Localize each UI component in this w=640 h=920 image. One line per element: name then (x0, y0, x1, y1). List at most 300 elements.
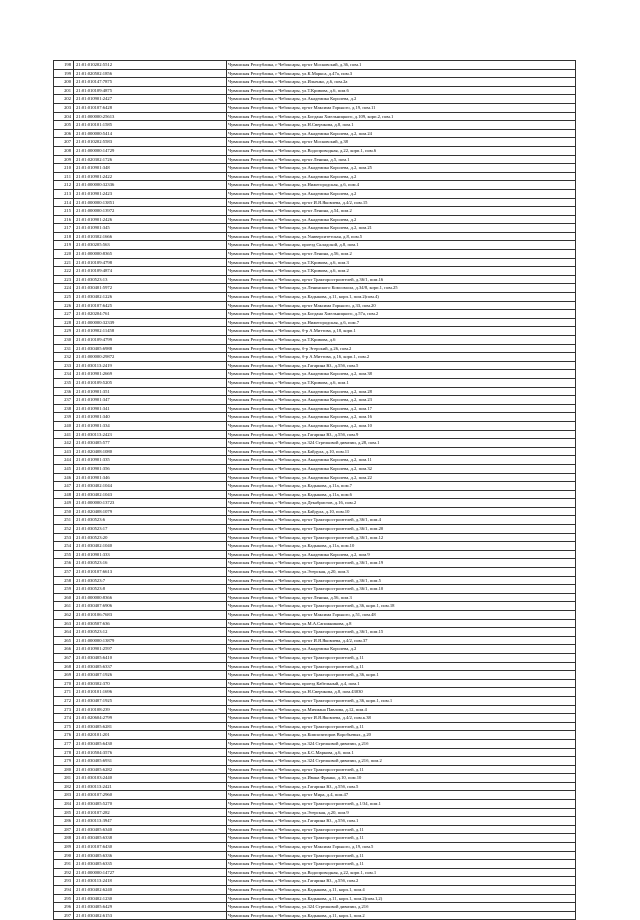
row-number-cell: 214 (54, 198, 74, 207)
row-number-cell: 221 (54, 258, 74, 267)
address-cell: Чувашская Республика, г Чебоксары, ул.Академика Королева, д.2 (227, 95, 576, 104)
address-cell: Чувашская Республика, г Чебоксары, ул.Богдана Хмельницкого, д.57а, пом.2 (227, 310, 576, 319)
cadastral-number-cell: 21:01:010101:1585 (74, 121, 227, 130)
table-row (54, 293, 576, 302)
cadastral-number-cell: 21:01:010901:2427 (74, 95, 227, 104)
table-row (54, 473, 576, 482)
address-cell: Чувашская Республика, г Чебоксары, б-р А.Миттова, д.18, корп.1 (227, 327, 576, 336)
row-number-cell: 256 (54, 559, 74, 568)
table-row (54, 868, 576, 877)
row-number-cell: 230 (54, 336, 74, 345)
row-number-cell: 276 (54, 731, 74, 740)
cadastral-number-cell: 21:01:000000:13851 (74, 198, 227, 207)
cadastral-number-cell: 21:01:000000:13972 (74, 207, 227, 216)
row-number-cell: 222 (54, 267, 74, 276)
row-number-cell: 258 (54, 576, 74, 585)
address-cell: Чувашская Республика, г Чебоксары, ул.Академика Королева, д.2, пом.22 (227, 473, 576, 482)
row-number-cell: 215 (54, 207, 74, 216)
row-number-cell: 234 (54, 370, 74, 379)
table-row (54, 396, 576, 405)
cadastral-number-cell: 21:01:030523:8 (74, 585, 227, 594)
table-row (54, 619, 576, 628)
address-cell: Чувашская Республика, г Чебоксары, ул.Т.Кривова, д.6, пом.6 (227, 86, 576, 95)
cadastral-number-cell: 21:01:020302:1726 (74, 155, 227, 164)
address-cell: Чувашская Республика, г Чебоксары, ул.Т.Кривова, д.6, пом.3 (227, 258, 576, 267)
cadastral-number-cell: 21:01:000000:8365 (74, 250, 227, 259)
table-row (54, 782, 576, 791)
address-cell: Чувашская Республика, г Чебоксары, ул.Байдула, д.10, пом.10 (227, 507, 576, 516)
cadastral-number-cell: 21:01:000000:13723 (74, 499, 227, 508)
table-row (54, 318, 576, 327)
row-number-cell: 202 (54, 95, 74, 104)
table-row (54, 232, 576, 241)
table-row (54, 275, 576, 284)
table-row (54, 112, 576, 121)
address-cell: Чувашская Республика, г Чебоксары, проезд Кабельный, д.4, пом.1 (227, 679, 576, 688)
property-table-body (54, 61, 576, 920)
cadastral-number-cell: 21:01:030523:6 (74, 516, 227, 525)
address-cell: Чувашская Республика, г Чебоксары, ул.Кадыкова, д.11, корп.1, пом.4 (227, 886, 576, 895)
row-number-cell: 243 (54, 447, 74, 456)
table-row (54, 344, 576, 353)
address-cell: Чувашская Республика, г Чебоксары, пр-кт Тракторостроителей, д.36/1, пом.16 (227, 275, 576, 284)
address-cell: Чувашская Республика, г Чебоксары, пр-кт Тракторостроителей, д.11 (227, 825, 576, 834)
row-number-cell: 245 (54, 464, 74, 473)
address-cell: Чувашская Республика, г Чебоксары, ул.Композиторов Воробьевых, д.20 (227, 731, 576, 740)
address-cell: Чувашская Республика, г Чебоксары, ул.Академика Королева, д.2, пом.17 (227, 404, 576, 413)
cadastral-number-cell: 21:01:020502:1856 (74, 69, 227, 78)
row-number-cell: 294 (54, 886, 74, 895)
address-cell: Чувашская Республика, г Чебоксары, пр-кт Тракторостроителей, д.36, корп.1 (227, 671, 576, 680)
cadastral-number-cell: 21:01:010109:5205 (74, 378, 227, 387)
row-number-cell: 237 (54, 396, 74, 405)
cadastral-number-cell: 21:01:010504:3576 (74, 748, 227, 757)
cadastral-number-cell: 21:01:030113:2423 (74, 430, 227, 439)
row-number-cell: 270 (54, 679, 74, 688)
address-cell: Чувашская Республика, г Чебоксары, ул.Кадыкова, д.11а, пом.10 (227, 542, 576, 551)
row-number-cell: 264 (54, 628, 74, 637)
cadastral-number-cell: 21:01:010107:6425 (74, 301, 227, 310)
address-cell: Чувашская Республика, г Чебоксары, ул.Байдула, д.10, пом.11 (227, 447, 576, 456)
cadastral-number-cell: 21:01:010202:5512 (74, 61, 227, 70)
address-cell: Чувашская Республика, г Чебоксары, ул.Академика Королева, д.2 (227, 172, 576, 181)
row-number-cell: 288 (54, 834, 74, 843)
table-row (54, 800, 576, 809)
row-number-cell: 224 (54, 284, 74, 293)
cadastral-number-cell: 21:01:030113:3947 (74, 817, 227, 826)
address-cell: Чувашская Республика, г Чебоксары, ул.Кадыкова, д.11а, пом.6 (227, 490, 576, 499)
row-number-cell: 205 (54, 121, 74, 130)
row-number-cell: 272 (54, 696, 74, 705)
address-cell: Чувашская Республика, г Чебоксары, ул.Академика Королева, д.2, пом.16 (227, 413, 576, 422)
table-row (54, 439, 576, 448)
address-cell: Чувашская Республика, г Чебоксары, ул.Гагарина Ю., д.55б, пом.5 (227, 782, 576, 791)
row-number-cell: 210 (54, 164, 74, 173)
row-number-cell: 244 (54, 456, 74, 465)
row-number-cell: 284 (54, 800, 74, 809)
table-row (54, 250, 576, 259)
row-number-cell: 275 (54, 722, 74, 731)
table-row (54, 602, 576, 611)
address-cell: Чувашская Республика, г Чебоксары, ул.Декабристов, д.16, пом.2 (227, 499, 576, 508)
table-row (54, 86, 576, 95)
table-row (54, 370, 576, 379)
table-row (54, 164, 576, 173)
cadastral-number-cell: 21:01:010109:4874 (74, 267, 227, 276)
table-row (54, 851, 576, 860)
table-row (54, 224, 576, 233)
cadastral-number-cell: 21:01:030405:6337 (74, 662, 227, 671)
table-row (54, 696, 576, 705)
table-row (54, 95, 576, 104)
row-number-cell: 260 (54, 593, 74, 602)
cadastral-number-cell: 21:01:010107:6613 (74, 568, 227, 577)
cadastral-number-cell: 21:01:030205:563 (74, 241, 227, 250)
cadastral-number-cell: 21:01:010901:346 (74, 473, 227, 482)
address-cell: Чувашская Республика, г Чебоксары, ул.Кадыкова, д.11, корп.1, пом.2 (227, 911, 576, 920)
row-number-cell: 273 (54, 705, 74, 714)
address-cell: Чувашская Республика, г Чебоксары, ул.Ленинского Комсомола, д.34/8, корп.1, пом.25 (227, 284, 576, 293)
table-row (54, 653, 576, 662)
address-cell: Чувашская Республика, г Чебоксары, пр-кт Ленина, д.56, пом.2 (227, 250, 576, 259)
row-number-cell: 287 (54, 825, 74, 834)
address-cell: Чувашская Республика, г Чебоксары, пр-кт Тракторостроителей, д.11 (227, 860, 576, 869)
address-cell: Чувашская Республика, г Чебоксары, ул.Эгерская, д.20, пом.3 (227, 568, 576, 577)
row-number-cell: 201 (54, 86, 74, 95)
row-number-cell: 291 (54, 860, 74, 869)
cadastral-number-cell: 21:01:010107:6430 (74, 843, 227, 852)
cadastral-number-cell: 21:01:030402:6153 (74, 911, 227, 920)
row-number-cell: 289 (54, 843, 74, 852)
row-number-cell: 207 (54, 138, 74, 147)
address-cell: Чувашская Республика, г Чебоксары, пр-кт Максима Горького, д.51, пом.48 (227, 611, 576, 620)
row-number-cell: 219 (54, 241, 74, 250)
cadastral-number-cell: 21:01:030405:6988 (74, 344, 227, 353)
table-row (54, 817, 576, 826)
address-cell: Чувашская Республика, г Чебоксары, ул.Академика Королева, д.2, пом.21 (227, 224, 576, 233)
address-cell: Чувашская Республика, г Чебоксары, пр-кт Ленина, д.56, пом.3 (227, 593, 576, 602)
table-row (54, 516, 576, 525)
row-number-cell: 296 (54, 903, 74, 912)
cadastral-number-cell: 21:01:030523:20 (74, 533, 227, 542)
table-row (54, 103, 576, 112)
row-number-cell: 246 (54, 473, 74, 482)
address-cell: Чувашская Республика, г Чебоксары, ул.Академика Королева, д.2, пом.11 (227, 456, 576, 465)
address-cell: Чувашская Республика, г Чебоксары, пр-кт Московский, д.36, пом.1 (227, 61, 576, 70)
cadastral-number-cell: 21:01:000000:5414 (74, 129, 227, 138)
row-number-cell: 209 (54, 155, 74, 164)
address-cell: Чувашская Республика, г Чебоксары, ул.М.А.Сапожникова, д.8 (227, 619, 576, 628)
row-number-cell: 220 (54, 250, 74, 259)
table-row (54, 739, 576, 748)
address-cell: Чувашская Республика, г Чебоксары, пр-кт Тракторостроителей, д.1/34, пом.1 (227, 800, 576, 809)
cadastral-number-cell: 21:01:030402:6240 (74, 886, 227, 895)
row-number-cell: 213 (54, 189, 74, 198)
address-cell: Чувашская Республика, г Чебоксары, пр-кт Мира, д.4, пом.47 (227, 791, 576, 800)
table-row (54, 628, 576, 637)
cadastral-number-cell: 21:01:030405:6281 (74, 722, 227, 731)
address-cell: Чувашская Республика, г Чебоксары, пр-кт Тракторостроителей, д.11 (227, 653, 576, 662)
table-row (54, 353, 576, 362)
cadastral-number-cell: 21:01:010302:1666 (74, 232, 227, 241)
row-number-cell: 242 (54, 439, 74, 448)
table-row (54, 146, 576, 155)
address-cell: Чувашская Республика, г Чебоксары, пр-кт Максима Горького, д.33, пом.20 (227, 301, 576, 310)
address-cell: Чувашская Республика, г Чебоксары, ул.Кадыкова, д.11, корп.1, пом.2(пом.4) (227, 293, 576, 302)
cadastral-number-cell: 21:01:000000:13879 (74, 636, 227, 645)
cadastral-number-cell: 21:01:010901:333 (74, 550, 227, 559)
table-row (54, 688, 576, 697)
cadastral-number-cell: 21:01:030523:12 (74, 628, 227, 637)
table-row (54, 911, 576, 920)
table-row (54, 413, 576, 422)
row-number-cell: 238 (54, 404, 74, 413)
table-row (54, 301, 576, 310)
cadastral-number-cell: 21:01:010109:4798 (74, 258, 227, 267)
table-row (54, 447, 576, 456)
row-number-cell: 254 (54, 542, 74, 551)
row-number-cell: 268 (54, 662, 74, 671)
table-row (54, 69, 576, 78)
address-cell: Чувашская Республика, г Чебоксары, пр-кт Ленина, д.5, пом.1 (227, 155, 576, 164)
address-cell: Чувашская Республика, г Чебоксары, пр-кт И.Я.Яковлева, д.4/2, пом.15 (227, 198, 576, 207)
address-cell: Чувашская Республика, г Чебоксары, ул.Академика Королева, д.2, пом.38 (227, 370, 576, 379)
cadastral-number-cell: 21:01:010901:351 (74, 387, 227, 396)
address-cell: Чувашская Республика, г Чебоксары, пр-кт Московский, д.38 (227, 138, 576, 147)
row-number-cell: 257 (54, 568, 74, 577)
row-number-cell: 251 (54, 516, 74, 525)
address-cell: Чувашская Республика, г Чебоксары, пр-кт Максима Горького, д.19, пом.5 (227, 843, 576, 852)
cadastral-number-cell: 21:01:010901:334 (74, 421, 227, 430)
address-cell: Чувашская Республика, г Чебоксары, пр-кт Тракторостроителей, д.36/1, пом.4 (227, 516, 576, 525)
cadastral-number-cell: 21:01:010901:345 (74, 224, 227, 233)
row-number-cell: 297 (54, 911, 74, 920)
table-row (54, 714, 576, 723)
address-cell: Чувашская Республика, г Чебоксары, ул.Гагарина Ю., д.55б, пом.1 (227, 817, 576, 826)
cadastral-number-cell: 21:01:000000:25613 (74, 112, 227, 121)
cadastral-number-cell: 21:01:010901:335 (74, 456, 227, 465)
table-row (54, 542, 576, 551)
row-number-cell: 263 (54, 619, 74, 628)
cadastral-number-cell: 21:01:020101:201 (74, 731, 227, 740)
cadastral-number-cell: 21:01:030407:1925 (74, 696, 227, 705)
cadastral-number-cell: 21:01:010109:4875 (74, 86, 227, 95)
row-number-cell: 235 (54, 378, 74, 387)
table-row (54, 387, 576, 396)
table-row (54, 129, 576, 138)
cadastral-number-cell: 21:01:030113:2418 (74, 877, 227, 886)
table-row (54, 568, 576, 577)
cadastral-number-cell: 21:01:020408:1079 (74, 507, 227, 516)
cadastral-number-cell: 21:01:010147:7875 (74, 78, 227, 87)
row-number-cell: 280 (54, 765, 74, 774)
row-number-cell: 281 (54, 774, 74, 783)
row-number-cell: 285 (54, 808, 74, 817)
address-cell: Чувашская Республика, г Чебоксары, ул.Академика Королева, д.2, пом.23 (227, 396, 576, 405)
cadastral-number-cell: 21:01:010901:347 (74, 396, 227, 405)
address-cell: Чувашская Республика, г Чебоксары, пр-кт Тракторостроителей, д.36/1, пом.5 (227, 576, 576, 585)
table-row (54, 533, 576, 542)
row-number-cell: 295 (54, 894, 74, 903)
address-cell: Чувашская Республика, г Чебоксары, ул.Кадыкова, д.11а, пом.7 (227, 482, 576, 491)
cadastral-number-cell: 21:01:010107:6428 (74, 103, 227, 112)
address-cell: Чувашская Республика, г Чебоксары, ул.Академика Королева, д.2, пом.24 (227, 129, 576, 138)
table-row (54, 731, 576, 740)
row-number-cell: 216 (54, 215, 74, 224)
table-row (54, 258, 576, 267)
cadastral-number-cell: 21:01:030103:2440 (74, 774, 227, 783)
row-number-cell: 293 (54, 877, 74, 886)
address-cell: Чувашская Республика, г Чебоксары, пр-кт Тракторостроителей, д.11 (227, 765, 576, 774)
table-row (54, 679, 576, 688)
table-row (54, 748, 576, 757)
table-row (54, 774, 576, 783)
table-row (54, 61, 576, 70)
address-cell: Чувашская Республика, г Чебоксары, ул.Б.С.Маркова, д.6, пом.1 (227, 748, 576, 757)
address-cell: Чувашская Республика, г Чебоксары, пр-кт И.Я.Яковлева, д.4/2, пом.37 (227, 636, 576, 645)
table-row (54, 860, 576, 869)
cadastral-number-cell: 21:01:030402:1230 (74, 894, 227, 903)
address-cell: Чувашская Республика, г Чебоксары, пр-кт Максима Горького, д.19, пом.11 (227, 103, 576, 112)
address-cell: Чувашская Республика, г Чебоксары, ул.324 Стрелковой дивизии, д.28, пом.1 (227, 439, 576, 448)
cadastral-number-cell: 21:01:030523:13 (74, 275, 227, 284)
cadastral-number-cell: 21:01:030402:1044 (74, 482, 227, 491)
address-cell: Чувашская Республика, г Чебоксары, ул.Т.Кривова, д.6, пом.1 (227, 378, 576, 387)
cadastral-number-cell: 21:01:010901:2426 (74, 215, 227, 224)
table-row (54, 671, 576, 680)
table-row (54, 267, 576, 276)
row-number-cell: 232 (54, 353, 74, 362)
table-row (54, 825, 576, 834)
cadastral-number-cell: 21:01:030113:2419 (74, 361, 227, 370)
row-number-cell: 267 (54, 653, 74, 662)
cadastral-number-cell: 21:01:010902:11458 (74, 327, 227, 336)
address-cell: Чувашская Республика, г Чебоксары, пр-кт Тракторостроителей, д.36/1, пом.12 (227, 533, 576, 542)
table-row (54, 636, 576, 645)
table-row (54, 181, 576, 190)
table-row (54, 464, 576, 473)
address-cell: Чувашская Республика, г Чебоксары, б-р А.Миттова, д.16, корп.1, пом.2 (227, 353, 576, 362)
cadastral-number-cell: 21:01:010901:2669 (74, 370, 227, 379)
address-cell: Чувашская Республика, г Чебоксары, пр-кт Тракторостроителей, д.11 (227, 834, 576, 843)
row-number-cell: 218 (54, 232, 74, 241)
row-number-cell: 277 (54, 739, 74, 748)
table-row (54, 378, 576, 387)
table-row (54, 404, 576, 413)
address-cell: Чувашская Республика, г Чебоксары, ул.Мичмана Павлова, д.12, пом.4 (227, 705, 576, 714)
cadastral-number-cell: 21:01:030405:6335 (74, 860, 227, 869)
table-row (54, 456, 576, 465)
table-row (54, 507, 576, 516)
table-row (54, 207, 576, 216)
address-cell: Чувашская Республика, г Чебоксары, пр-кт Тракторостроителей, д.36/1, пом.20 (227, 525, 576, 534)
cadastral-number-cell: 21:01:030107:2960 (74, 791, 227, 800)
table-row (54, 78, 576, 87)
row-number-cell: 274 (54, 714, 74, 723)
row-number-cell: 283 (54, 791, 74, 800)
address-cell: Чувашская Республика, г Чебоксары, ул.Академика Королева, д.2, пом.32 (227, 464, 576, 473)
cadastral-number-cell: 21:01:030401:5972 (74, 284, 227, 293)
cadastral-number-cell: 21:01:030405:5270 (74, 800, 227, 809)
address-cell: Чувашская Республика, г Чебоксары, ул.Академика Королева, д.2, пом.28 (227, 387, 576, 396)
table-row (54, 550, 576, 559)
cadastral-number-cell: 21:01:000000:32339 (74, 318, 227, 327)
table-row (54, 791, 576, 800)
table-row (54, 189, 576, 198)
address-cell: Чувашская Республика, г Чебоксары, ул.Академика Королева, д.2, пом.10 (227, 421, 576, 430)
row-number-cell: 247 (54, 482, 74, 491)
cadastral-number-cell: 21:01:030405:6931 (74, 757, 227, 766)
row-number-cell: 249 (54, 499, 74, 508)
table-row (54, 765, 576, 774)
row-number-cell: 253 (54, 533, 74, 542)
row-number-cell: 290 (54, 851, 74, 860)
table-row (54, 198, 576, 207)
address-cell: Чувашская Республика, г Чебоксары, ул.Ильенко, д.6, пом.2а (227, 78, 576, 87)
table-row (54, 645, 576, 654)
table-row (54, 430, 576, 439)
table-row (54, 499, 576, 508)
address-cell: Чувашская Республика, г Чебоксары, ул.Н.Сверчкова, д.8, пом.43030 (227, 688, 576, 697)
table-row (54, 327, 576, 336)
cadastral-number-cell: 21:01:000000:29872 (74, 353, 227, 362)
row-number-cell: 212 (54, 181, 74, 190)
address-cell: Чувашская Республика, г Чебоксары, пр-кт Тракторостроителей, д.36/1, пом.15 (227, 628, 576, 637)
cadastral-number-cell: 21:01:020408:1080 (74, 447, 227, 456)
row-number-cell: 233 (54, 361, 74, 370)
table-row (54, 834, 576, 843)
row-number-cell: 225 (54, 293, 74, 302)
cadastral-number-cell: 21:01:030405:6338 (74, 834, 227, 843)
address-cell: Чувашская Республика, г Чебоксары, ул.К.Маркса, д.47а, пом.3 (227, 69, 576, 78)
address-cell: Чувашская Республика, г Чебоксары, ул.324 Стрелковой дивизии, д.21б (227, 739, 576, 748)
cadastral-number-cell: 21:01:030507:636 (74, 619, 227, 628)
row-number-cell: 261 (54, 602, 74, 611)
table-row (54, 361, 576, 370)
table-row (54, 336, 576, 345)
address-cell: Чувашская Республика, г Чебоксары, ул.324 Стрелковой дивизии, д.21б (227, 903, 576, 912)
cadastral-number-cell: 21:01:010107:282 (74, 808, 227, 817)
row-number-cell: 265 (54, 636, 74, 645)
cadastral-number-cell: 21:01:010901:2423 (74, 189, 227, 198)
cadastral-number-cell: 21:01:030405:6410 (74, 653, 227, 662)
address-cell: Чувашская Республика, г Чебоксары, пр-кт Тракторостроителей, д.36, корп.1, пом.1 (227, 696, 576, 705)
address-cell: Чувашская Республика, г Чебоксары, ул.324 Стрелковой дивизии, д.21б, пом.2 (227, 757, 576, 766)
table-row (54, 894, 576, 903)
address-cell: Чувашская Республика, г Чебоксары, ул.Гагарина Ю., д.55б, пом.2 (227, 877, 576, 886)
table-row (54, 593, 576, 602)
cadastral-number-cell: 21:01:030523:7 (74, 576, 227, 585)
row-number-cell: 203 (54, 103, 74, 112)
cadastral-number-cell: 21:01:030402:1043 (74, 490, 227, 499)
row-number-cell: 250 (54, 507, 74, 516)
row-number-cell: 259 (54, 585, 74, 594)
row-number-cell: 204 (54, 112, 74, 121)
cadastral-number-cell: 21:01:020604:2799 (74, 714, 227, 723)
address-cell: Чувашская Республика, г Чебоксары, ул.Богдана Хмельницкого, д.109, корп.2, пом.1 (227, 112, 576, 121)
table-row (54, 482, 576, 491)
cadastral-number-cell: 21:01:010901:340 (74, 413, 227, 422)
row-number-cell: 252 (54, 525, 74, 534)
row-number-cell: 279 (54, 757, 74, 766)
address-cell: Чувашская Республика, г Чебоксары, ул.Гагарина Ю., д.55б, пом.5 (227, 361, 576, 370)
row-number-cell: 223 (54, 275, 74, 284)
address-cell: Чувашская Республика, г Чебоксары, б-р Эгерский, д.26, пом.2 (227, 344, 576, 353)
table-row (54, 559, 576, 568)
cadastral-number-cell: 21:01:010901:341 (74, 404, 227, 413)
cadastral-number-cell: 21:01:000000:14729 (74, 146, 227, 155)
row-number-cell: 199 (54, 69, 74, 78)
